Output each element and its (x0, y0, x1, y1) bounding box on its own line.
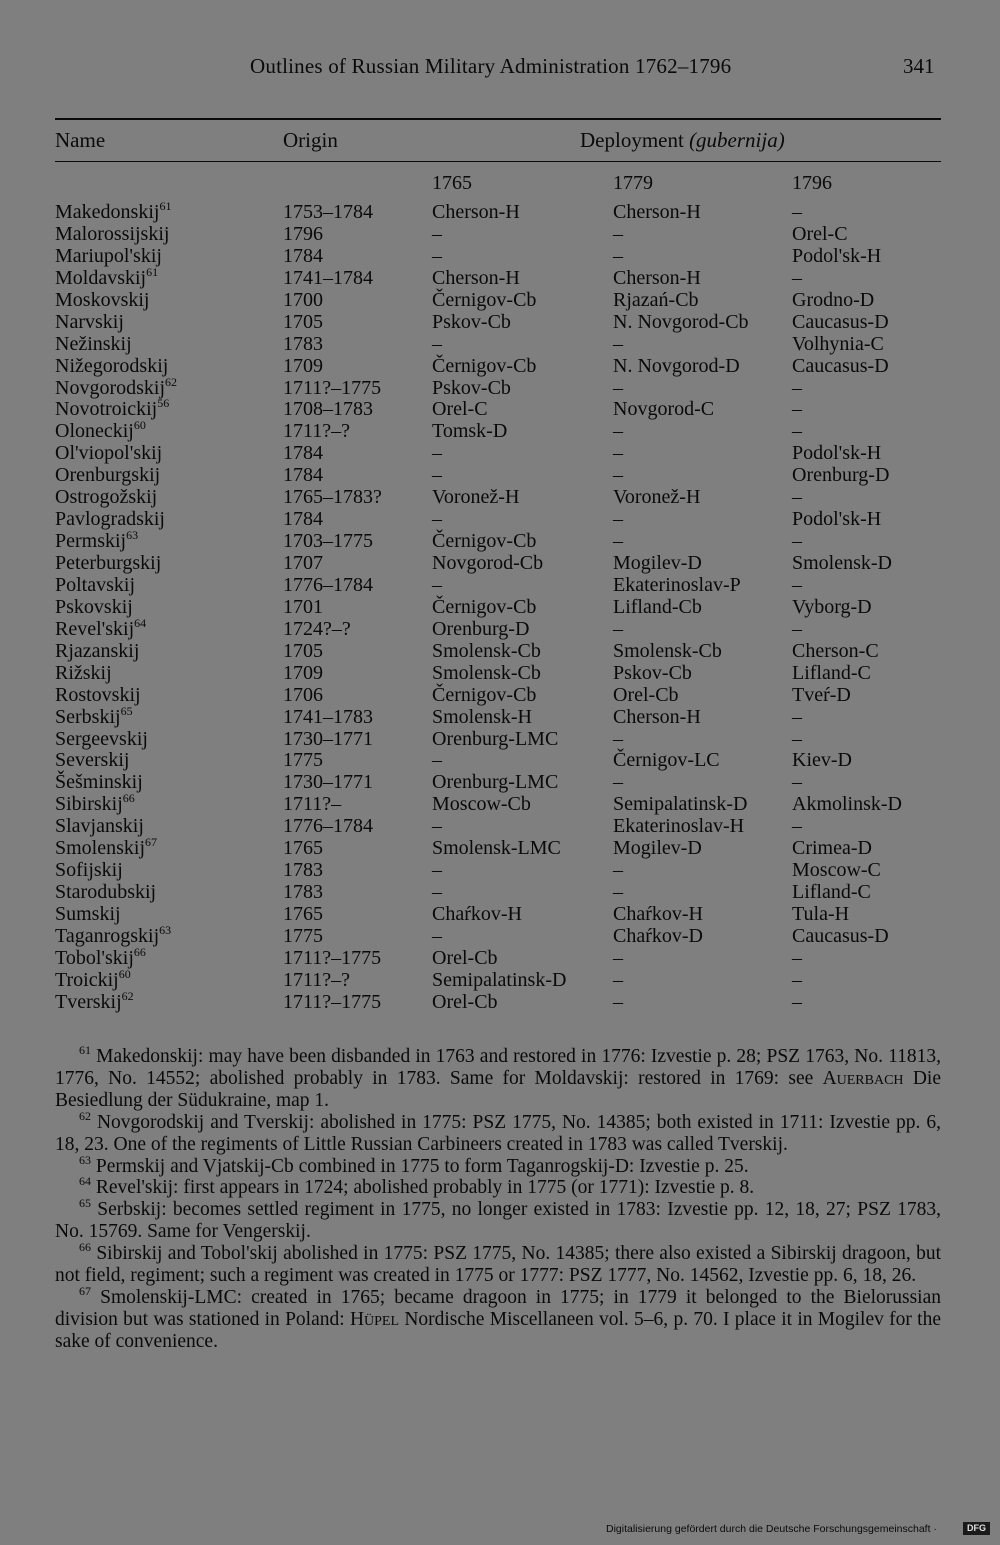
footnote-ref: 63 (159, 922, 172, 937)
deployment-1796: – (792, 573, 802, 596)
regiment-origin: 1709 (283, 661, 323, 684)
deployment-1765: Smolensk-H (432, 705, 532, 728)
footnote-ref: 61 (146, 264, 159, 279)
footnotes (55, 1043, 942, 1353)
footnote-ref: 65 (120, 703, 133, 718)
regiment-origin: 1796 (283, 222, 323, 245)
deployment-1779: Cherson-H (613, 201, 701, 223)
regiment-name: Šešminskij (55, 771, 143, 794)
regiment-origin: 1705 (283, 310, 323, 333)
deployment-1796: – (792, 266, 802, 289)
table-row (0, 988, 1000, 1014)
deployment-1779: Orel-Cb (613, 683, 679, 706)
regiment-name: Novotroickij$^{56}$ (55, 396, 170, 421)
deployment-1796: Lifland-C (792, 661, 871, 684)
deployment-1779: – (613, 376, 623, 399)
table-row (0, 641, 1000, 663)
deployment-1779: Rjazań-Cb (613, 288, 699, 311)
deployment-1765: Semipalatinsk-D (432, 968, 567, 991)
table-row (0, 615, 1000, 641)
deployment-label: Deployment (580, 128, 684, 152)
regiment-origin: 1753–1784 (283, 201, 373, 223)
col-header-origin: Origin (283, 128, 338, 152)
regiment-origin: 1708–1783 (283, 398, 373, 421)
table-row (0, 882, 1000, 904)
running-head: Outlines of Russian Military Administration 1762–1796 (250, 54, 732, 78)
deployment-1779: Chaŕkov-H (613, 903, 703, 925)
regiment-name: Novgorodskij$^{62}$ (55, 374, 177, 399)
regiment-name: Permskij$^{63}$ (55, 528, 139, 553)
footnote-number: 63 (79, 1152, 91, 1167)
footnote-ref: 66 (122, 791, 135, 806)
footnote-ref: 56 (157, 396, 170, 411)
deployment-1779: – (613, 530, 623, 553)
table-row (0, 663, 1000, 685)
footnote-ref: 63 (126, 528, 139, 543)
table-row (0, 860, 1000, 882)
footnote-text: Revel'skij: first appears in 1724; abolished probably in 1775 (or 1771): Izvestie p. 8. (95, 1177, 755, 1199)
regiment-name: Smolenskij$^{67}$ (55, 835, 158, 860)
footnote-number: 67 (79, 1283, 91, 1298)
deployment-1796: Smolensk-D (792, 552, 892, 574)
regiment-origin: 1700 (283, 288, 323, 311)
deployment-1796: Caucasus-D (792, 354, 889, 377)
table-row (0, 791, 1000, 816)
deployment-1779: – (613, 946, 623, 969)
deployment-1765: – (432, 573, 442, 596)
regiment-name: Makedonskij$^{61}$ (55, 199, 172, 223)
year-1796: 1796 (792, 172, 832, 194)
dfg-footer-text: Digitalisierung gefördert durch die Deutsche Forschungsgemeinschaft · (606, 1523, 937, 1535)
regiment-name: Ostrogožskij (55, 486, 158, 509)
table-row (0, 396, 1000, 421)
table-row (0, 199, 1000, 224)
table-row (0, 334, 1000, 356)
footnote-text: Serbskij: becomes settled regiment in 1775, no longer existed in 1783: Izvestie pp. 12, 18, 27; PSZ 1783, No. 15769. Same for Vengerskij. (55, 1199, 941, 1243)
footnote-number: 62 (79, 1108, 91, 1123)
table-row (0, 750, 1000, 772)
footnote-ref: 62 (121, 988, 134, 1003)
regiment-origin: 1707 (283, 552, 323, 574)
regiment-origin: 1711?–1775 (283, 946, 382, 969)
deployment-1796: – (792, 530, 802, 553)
regiment-origin: 1776–1784 (283, 573, 373, 596)
deployment-1765: – (432, 924, 442, 947)
deployment-1796: Moscow-C (792, 859, 881, 882)
regiment-name: Nežinskij (55, 332, 132, 355)
deployment-1765: Voronež-H (432, 486, 520, 509)
deployment-1779: – (613, 464, 623, 487)
table-row (0, 904, 1000, 926)
regiment-name: Orenburgskij (55, 464, 161, 487)
deployment-1765: Smolensk-Cb (432, 639, 541, 662)
footnote (55, 1152, 941, 1178)
footnote (55, 1174, 941, 1199)
table-row (0, 312, 1000, 334)
deployment-1796: – (792, 946, 802, 969)
deployment-1796: Volhynia-C (792, 332, 884, 355)
deployment-1796: – (792, 771, 802, 794)
regiment-origin: 1709 (283, 354, 323, 377)
regiment-name: Sumskij (55, 903, 121, 925)
regiment-origin: 1711?–1775 (283, 376, 382, 399)
deployment-1779: Chaŕkov-D (613, 924, 703, 947)
footnote-number: 64 (79, 1174, 91, 1189)
regiment-name: Malorossijskij (55, 222, 170, 245)
regiment-name: Tverskij$^{62}$ (55, 988, 134, 1013)
deployment-1796: Cherson-C (792, 639, 879, 662)
table-row (0, 772, 1000, 794)
deployment-1779: – (613, 508, 623, 531)
footnote-text: Permskij and Vjatskij-Cb combined in 1775 to form Taganrogskij-D: Izvestie p. 25. (95, 1155, 749, 1177)
deployment-1779: – (613, 859, 623, 882)
deployment-1765: – (432, 749, 442, 772)
table-row (0, 685, 1000, 707)
deployment-1765: Smolensk-LMC (432, 837, 561, 860)
regiment-name: Narvskij (55, 310, 124, 333)
table-row (0, 487, 1000, 509)
deployment-1779: – (613, 420, 623, 443)
regiment-origin: 1711?– (283, 793, 342, 816)
table-row (0, 528, 1000, 553)
regiment-name: Moldavskij$^{61}$ (55, 264, 159, 289)
footnote-ref: 62 (165, 374, 177, 389)
table-row (0, 264, 1000, 290)
deployment-1796: Podol'sk-H (792, 508, 882, 531)
regiment-origin: 1783 (283, 332, 323, 355)
deployment-1765: – (432, 332, 442, 355)
regiment-origin: 1784 (283, 442, 323, 465)
deployment-1765: Orel-Cb (432, 990, 498, 1013)
regiment-name: Poltavskij (55, 573, 136, 596)
deployment-1765: Černigov-Cb (432, 354, 537, 377)
regiment-origin: 1730–1771 (283, 771, 373, 794)
regiment-origin: 1776–1784 (283, 815, 373, 838)
regiment-name: Slavjanskij (55, 815, 144, 838)
regiment-origin: 1703–1775 (283, 530, 373, 553)
deployment-1765: – (432, 442, 442, 465)
regiment-name: Mariupol'skij (55, 244, 162, 267)
deployment-1779: – (613, 442, 623, 465)
regiment-origin: 1711?–? (283, 420, 351, 443)
deployment-1765: – (432, 244, 442, 267)
deployment-1765: Orenburg-LMC (432, 771, 559, 794)
footnote (55, 1283, 942, 1353)
regiment-name: Ol'viopol'skij (55, 442, 163, 465)
regiment-origin: 1701 (283, 595, 323, 618)
table-row (0, 356, 1000, 378)
footnote-text: Die Besiedlung der Südukraine, map 1. (55, 1067, 941, 1111)
deployment-1796: – (792, 201, 802, 223)
regiment-name: Nižegorodskij (55, 354, 169, 377)
deployment-1765: Chaŕkov-H (432, 903, 522, 925)
footnote (55, 1043, 941, 1112)
year-1765: 1765 (432, 172, 472, 194)
footnote-number: 66 (79, 1240, 91, 1255)
author-name: Hüpel (349, 1308, 400, 1330)
table-row (0, 966, 1000, 992)
deployment-1765: – (432, 859, 442, 882)
regiment-name: Peterburgskij (55, 552, 162, 574)
table-row (0, 835, 1000, 860)
footnote-ref: 66 (133, 944, 146, 959)
regiment-origin: 1724?–? (283, 617, 351, 640)
regiment-origin: 1775 (283, 749, 323, 772)
table-row (0, 465, 1000, 487)
deployment-1779: Novgorod-C (613, 398, 715, 421)
regiment-name: Rjazanskij (55, 639, 140, 662)
footnote-number: 61 (79, 1043, 91, 1057)
deployment-1796: Kiev-D (792, 749, 852, 772)
regiment-name: Sergeevskij (55, 727, 148, 750)
deployment-1765: Orel-Cb (432, 946, 498, 969)
table-row (0, 553, 1000, 575)
regiment-origin: 1783 (283, 859, 323, 882)
footnote-text: Smolenskij-LMC: created in 1765; became dragoon in 1775; in 1779 it belonged to the Bielorussian division but was stationed in Poland: (55, 1286, 942, 1330)
regiment-origin: 1706 (283, 683, 323, 706)
regiment-origin: 1765 (283, 903, 323, 925)
regiment-name: Tobol'skij$^{66}$ (55, 944, 146, 969)
footnote-ref: 61 (159, 199, 172, 213)
deployment-1765: Moscow-Cb (432, 793, 531, 816)
deployment-1765: Novgorod-Cb (432, 552, 544, 574)
footnote-text: Makedonskij: may have been disbanded in 1763 and restored in 1776: Izvestie p. 28; PSZ 1763, No. 11813, 1776, No. 14552; abolished probably in 1783. Same for Moldavskij: restored in 1769: see (55, 1046, 941, 1089)
deployment-1779: N. Novgorod-Cb (613, 310, 749, 333)
deployment-1779: Smolensk-Cb (613, 639, 722, 662)
footnote-text: Sibirskij and Tobol'skij abolished in 1775: PSZ 1775, No. 14385; there also existed a Sibirskij dragoon, but not field, regiment; such a regiment was created in 1775 or 1777: PSZ 1777, No. 14562, Izvestie pp. 6, 18, 26. (55, 1243, 941, 1287)
deployment-1796: – (792, 727, 802, 750)
deployment-1779: – (613, 881, 623, 904)
deployment-1765: – (432, 815, 442, 838)
regiment-table-body (0, 199, 1000, 1014)
deployment-1779: Mogilev-D (613, 837, 702, 860)
footnote-ref: 64 (134, 615, 147, 630)
regiment-origin: 1784 (283, 464, 323, 487)
page-number: 341 (903, 54, 935, 78)
deployment-1765: Černigov-Cb (432, 288, 537, 311)
deployment-1779: – (613, 968, 623, 991)
regiment-name: Troickij$^{60}$ (55, 966, 131, 991)
regiment-origin: 1765–1783? (283, 486, 382, 509)
year-1779: 1779 (613, 172, 653, 194)
regiment-name: Rostovskij (55, 683, 141, 706)
regiment-origin: 1741–1784 (283, 266, 373, 289)
table-row (0, 374, 1000, 400)
deployment-1796: Crimea-D (792, 837, 872, 860)
deployment-1779: Ekaterinoslav-H (613, 815, 745, 838)
footnote-ref: 60 (133, 418, 146, 433)
deployment-1796: Orel-C (792, 222, 848, 245)
deployment-1796: Lifland-C (792, 881, 871, 904)
deployment-1796: Vyborg-D (792, 595, 872, 618)
regiment-origin: 1705 (283, 639, 323, 662)
regiment-origin: 1711?–1775 (283, 990, 382, 1013)
regiment-name: Pavlogradskij (55, 508, 165, 531)
col-header-deployment (580, 128, 785, 153)
table-top-rule (55, 118, 941, 120)
deployment-1779: Voronež-H (613, 486, 701, 509)
deployment-1765: Černigov-Cb (432, 595, 537, 618)
table-row (0, 418, 1000, 443)
regiment-name: Oloneckij$^{60}$ (55, 418, 146, 443)
table-row (0, 944, 1000, 970)
regiment-name: Moskovskij (55, 288, 150, 311)
footnote (55, 1196, 941, 1243)
regiment-origin: 1765 (283, 837, 323, 860)
regiment-name: Rižskij (55, 661, 112, 684)
dfg-logo: DFG (963, 1522, 990, 1535)
regiment-name: Starodubskij (55, 881, 157, 904)
footnote (55, 1240, 941, 1287)
deployment-1796: Podol'sk-H (792, 244, 882, 267)
deployment-1796: – (792, 420, 802, 443)
regiment-name: Sofijskij (55, 859, 123, 882)
deployment-1779: – (613, 771, 623, 794)
deployment-1796: – (792, 815, 802, 838)
footnote-text: Nordische Miscellaneen vol. 5–6, p. 70. I place it in Mogilev for the sake of convenience. (55, 1308, 941, 1352)
deployment-1796: Caucasus-D (792, 310, 889, 333)
deployment-1796: Caucasus-D (792, 924, 889, 947)
deployment-1765: Orenburg-D (432, 617, 530, 640)
deployment-1765: Cherson-H (432, 201, 520, 223)
deployment-1796: Grodno-D (792, 288, 875, 311)
deployment-1765: Pskov-Cb (432, 376, 511, 399)
table-row (0, 729, 1000, 751)
footnote-text: Novgorodskij and Tverskij: abolished in 1775: PSZ 1775, No. 14385; both existed in 1711: Izvestie pp. 6, 18, 23. One of the regiments of Little Russian Carbineers created in 1783 was called Tverskij. (55, 1111, 941, 1155)
regiment-origin: 1741–1783 (283, 705, 373, 728)
regiment-origin: 1784 (283, 244, 323, 267)
deployment-1765: Černigov-Cb (432, 683, 537, 706)
table-header-rule (55, 161, 941, 162)
footnote-ref: 67 (145, 835, 158, 850)
deployment-1779: Cherson-H (613, 705, 701, 728)
deployment-1779: Cherson-H (613, 266, 701, 289)
regiment-name: Serbskij$^{65}$ (55, 703, 133, 728)
table-row (0, 509, 1000, 531)
deployment-1765: Smolensk-Cb (432, 661, 541, 684)
table-row (0, 290, 1000, 312)
deployment-1765: Tomsk-D (432, 420, 508, 443)
regiment-origin: 1783 (283, 881, 323, 904)
deployment-1796: – (792, 398, 802, 421)
deployment-1765: – (432, 222, 442, 245)
footnote (55, 1108, 941, 1156)
footnote-ref: 60 (118, 966, 131, 981)
deployment-1765: – (432, 881, 442, 904)
deployment-1765: Černigov-Cb (432, 530, 537, 553)
deployment-1779: – (613, 990, 623, 1013)
deployment-1779: Lifland-Cb (613, 595, 702, 618)
deployment-1765: – (432, 508, 442, 531)
deployment-1765: Pskov-Cb (432, 310, 511, 333)
regiment-name: Pskovskij (55, 595, 133, 618)
deployment-1779: Ekaterinoslav-P (613, 573, 741, 596)
regiment-name: Severskij (55, 749, 130, 772)
deployment-1796: – (792, 705, 802, 728)
deployment-1796: Tula-H (792, 903, 850, 925)
deployment-1796: Podol'sk-H (792, 442, 882, 465)
deployment-1765: Orel-C (432, 398, 488, 421)
deployment-1796: Akmolinsk-D (792, 793, 902, 816)
deployment-1779: Semipalatinsk-D (613, 793, 748, 816)
table-row (0, 575, 1000, 597)
table-row (0, 224, 1000, 246)
regiment-origin: 1711?–? (283, 968, 351, 991)
regiment-origin: 1784 (283, 508, 323, 531)
deployment-1765: – (432, 464, 442, 487)
deployment-1779: – (613, 222, 623, 245)
deployment-1796: – (792, 617, 802, 640)
deployment-1796: – (792, 990, 802, 1013)
table-row (0, 703, 1000, 729)
deployment-1779: – (613, 244, 623, 267)
deployment-1796: – (792, 968, 802, 991)
deployment-1796: – (792, 376, 802, 399)
col-header-name: Name (55, 128, 106, 152)
deployment-1779: – (613, 332, 623, 355)
regiment-origin: 1730–1771 (283, 727, 373, 750)
author-name: Auerbach (822, 1067, 904, 1089)
table-row (0, 597, 1000, 619)
deployment-sub-label: (gubernija) (689, 128, 785, 152)
deployment-1796: – (792, 486, 802, 509)
regiment-name: Taganrogskij$^{63}$ (55, 922, 172, 947)
deployment-1779: – (613, 617, 623, 640)
deployment-1765: Orenburg-LMC (432, 727, 559, 750)
regiment-origin: 1775 (283, 924, 323, 947)
table-row (0, 443, 1000, 465)
deployment-1779: N. Novgorod-D (613, 354, 740, 377)
deployment-1779: – (613, 727, 623, 750)
table-row (0, 922, 1000, 948)
regiment-name: Revel'skij$^{64}$ (55, 615, 147, 640)
deployment-1779: Pskov-Cb (613, 661, 692, 684)
regiment-name: Sibirskij$^{66}$ (55, 791, 135, 816)
deployment-1779: Černigov-LC (613, 749, 720, 772)
deployment-1796: Tveŕ-D (792, 683, 851, 706)
footnote-number: 65 (79, 1196, 91, 1211)
deployment-1796: Orenburg-D (792, 464, 890, 487)
deployment-1765: Cherson-H (432, 266, 520, 289)
deployment-1779: Mogilev-D (613, 552, 702, 574)
